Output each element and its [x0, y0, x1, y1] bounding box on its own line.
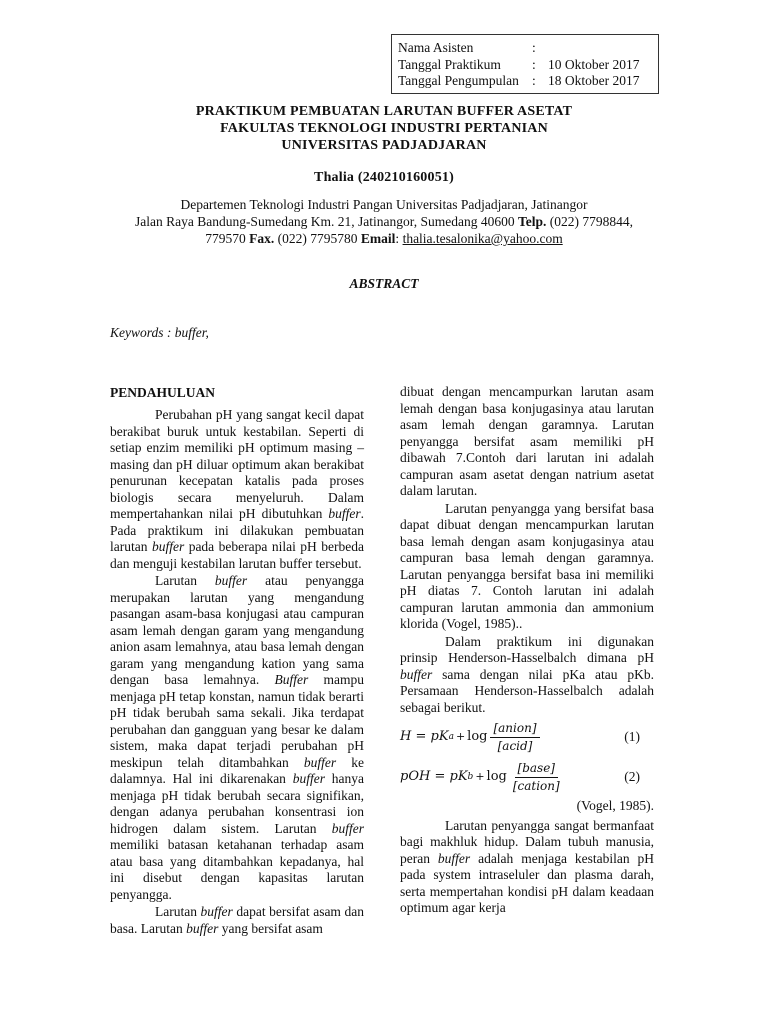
- text: pada beberapa nilai pH berbeda dan menguji kestabilan larutan buffer tersebut.: [110, 539, 365, 571]
- right-column: [400, 384, 654, 918]
- text: yang bersifat asam: [218, 920, 323, 936]
- text: adalah menjaga kestabilan pH pada system intraseluler dan plasma darah, serta mempertahan kondisi pH dalam keadaan optimum agar kerja: [400, 850, 655, 915]
- info-row-practicum-date: [398, 57, 658, 74]
- text: . Pada praktikum ini dilakukan pembuatan larutan: [110, 506, 364, 554]
- text: atau penyangga merupakan larutan yang mengandung pasangan asam-basa konjugasi atau campuran asam lemah dengan garam yang mengandung anion asam lemahnya, atau basa lemah dengan garam yang mengandung kation yang sama dengan basa lemahnya.: [110, 573, 364, 687]
- text: Dalam praktikum ini digunakan prinsip Henderson-Hasselbalch dimana pH: [400, 633, 654, 665]
- italic-term: buffer: [437, 850, 471, 866]
- eq-denominator: [cation]: [512, 778, 560, 793]
- text: sama dengan nilai pKa atau pKb. Persamaan Henderson-Hasselbalch adalah sebagai berikut.: [400, 666, 654, 715]
- italic-term: buffer: [151, 539, 185, 554]
- fax-label: Fax.: [249, 231, 275, 246]
- paragraph: [400, 634, 654, 717]
- telp-number: (022) 7798844,: [546, 214, 634, 229]
- info-colon: :: [532, 73, 536, 88]
- text: Larutan penyangga sangat bermanfaat bagi makhluk hidup. Dalam tubuh manusia, peran: [400, 817, 654, 866]
- italic-term: buffer: [200, 904, 233, 919]
- eq-numerator: [anion]: [490, 720, 539, 738]
- citation: (Vogel, 1985).: [576, 798, 654, 813]
- author-name: Thalia (240210160051): [314, 170, 454, 185]
- equation-1: H = pK a + log $\frac{\text{[anion]}}{\text{[acid]}}$ (1): [400, 721, 640, 753]
- eq-fraction: [510, 760, 563, 794]
- italic-term: buffer: [331, 820, 364, 836]
- info-label: Tanggal Pengumpulan: [398, 73, 519, 88]
- email-label: Email: [360, 231, 396, 246]
- paper-title-line-1: PRAKTIKUM PEMBUATAN LARUTAN BUFFER ASETAT: [195, 104, 573, 119]
- eq-sub: b: [467, 771, 474, 782]
- telp-number-cont: 779570: [205, 231, 250, 246]
- section-heading-introduction: PENDAHULUAN: [110, 385, 216, 400]
- eq-log: log: [467, 728, 488, 744]
- text: Larutan: [155, 573, 215, 588]
- italic-term: buffer: [400, 666, 433, 682]
- left-column: [110, 407, 364, 938]
- info-row-submission-date: [398, 73, 658, 90]
- paper-title-line-2: FAKULTAS TEKNOLOGI INDUSTRI PERTANIAN: [220, 121, 548, 136]
- italic-term: buffer: [292, 771, 325, 786]
- eq-numerator: [base]: [515, 760, 558, 778]
- eq-pk: pK: [449, 768, 468, 784]
- text: hanya menjaga pH tidak berubah secara signifikan, dengan adanya perubahan konsentrasi ion hidrogen dalam sistem. Larutan: [110, 771, 365, 836]
- text: memiliki batasan ketahanan terhadap asam atau basa yang ditambahkan kepadanya, hal ini disebut dengan kapasitas larutan penyangga.: [110, 837, 364, 902]
- eq-pk: pK: [430, 728, 449, 744]
- abstract-heading: ABSTRACT: [349, 276, 419, 291]
- eq-lhs: H: [400, 728, 412, 744]
- text: mampu menjaga pH tetap konstan, namun tidak berarti pH tidak berubah sama sekali. Jika terdapat perubahan dan gangguan yang besar ke dalam sistem, maka dapat terjadi perubahan pH meskipun telah ditambahkan: [110, 672, 364, 770]
- eq-sub: a: [448, 731, 454, 742]
- info-row-assistant: [398, 40, 658, 57]
- paragraph: [110, 573, 364, 903]
- italic-term: buffer: [303, 754, 337, 770]
- equation-number: (1): [624, 728, 640, 744]
- info-label: Tanggal Praktikum: [398, 56, 501, 72]
- eq-lhs: pOH: [400, 768, 431, 784]
- assignment-info-box: [391, 34, 659, 94]
- text: Larutan: [155, 904, 201, 919]
- affiliation-line-1: Departemen Teknologi Industri Pangan Universitas Padjadjaran, Jatinangor: [180, 197, 588, 212]
- equation-number: (2): [624, 768, 640, 784]
- equation-2: pOH = pK b + log $\frac{\text{[base]}}{\text{[cation]}}$ (2): [400, 761, 640, 793]
- paragraph: dibuat dengan mencampurkan larutan asam lemah dengan basa konjugasinya atau larutan asam lemah dengan garamnya. Larutan penyangga bersifat asam memiliki pH dibawah 7.Contoh dari larutan ini adalah campuran asam asetat dengan natrium asetat dalam larutan.: [400, 384, 654, 498]
- telp-label: Telp.: [518, 214, 547, 229]
- keywords: Keywords : buffer,: [110, 325, 209, 340]
- eq-fraction: [490, 720, 539, 754]
- fax-number: (022) 7795780: [274, 231, 361, 246]
- paragraph: Larutan penyangga yang bersifat basa dapat dibuat dengan mencampurkan larutan basa lemah dengan asam konjugasinya atau campuran basa lemah dengan garamnya. Larutan penyangga bersifat basa ini memiliki pH diatas 7. Contoh larutan ini adalah campuran larutan ammonia dan ammonium klorida (Vogel, 1985)..: [400, 500, 654, 631]
- info-value: 10 Oktober 2017: [548, 56, 640, 72]
- paragraph: [400, 818, 654, 917]
- paper-title-line-3: UNIVERSITAS PADJADJARAN: [281, 138, 487, 153]
- italic-term: buffer: [328, 506, 361, 521]
- address-text: Jalan Raya Bandung-Sumedang Km. 21, Jatinangor, Sumedang 40600: [134, 214, 518, 229]
- paragraph: [110, 407, 364, 572]
- eq-denominator: [acid]: [497, 738, 533, 753]
- email-colon: :: [395, 231, 403, 246]
- text: Perubahan pH yang sangat kecil dapat berakibat buruk untuk kestabilan. Seperti di setiap enzim memiliki pH optimum masing – masing dan pH diluar optimum akan berakibat penurunan kecepatan katalis pada proses biologis secara menyeluruh. Dalam mempertahankan nilai pH dibutuhkan: [110, 407, 364, 521]
- info-label: Nama Asisten: [398, 40, 474, 55]
- affiliation-line-2: [40, 214, 728, 230]
- eq-log: log: [486, 768, 507, 784]
- italic-term: buffer: [214, 573, 248, 588]
- text: ke dalamnya. Hal ini dikarenakan: [110, 754, 364, 786]
- info-colon: :: [532, 40, 536, 55]
- info-value: 18 Oktober 2017: [548, 73, 640, 88]
- email-link[interactable]: thalia.tesalonika@yahoo.com: [402, 231, 563, 246]
- italic-term: buffer: [186, 920, 219, 936]
- text: dapat bersifat asam dan basa. Larutan: [110, 904, 364, 936]
- info-colon: :: [532, 56, 536, 72]
- affiliation-line-3: [40, 231, 728, 247]
- paragraph: [110, 904, 364, 937]
- italic-term: Buffer: [274, 672, 309, 687]
